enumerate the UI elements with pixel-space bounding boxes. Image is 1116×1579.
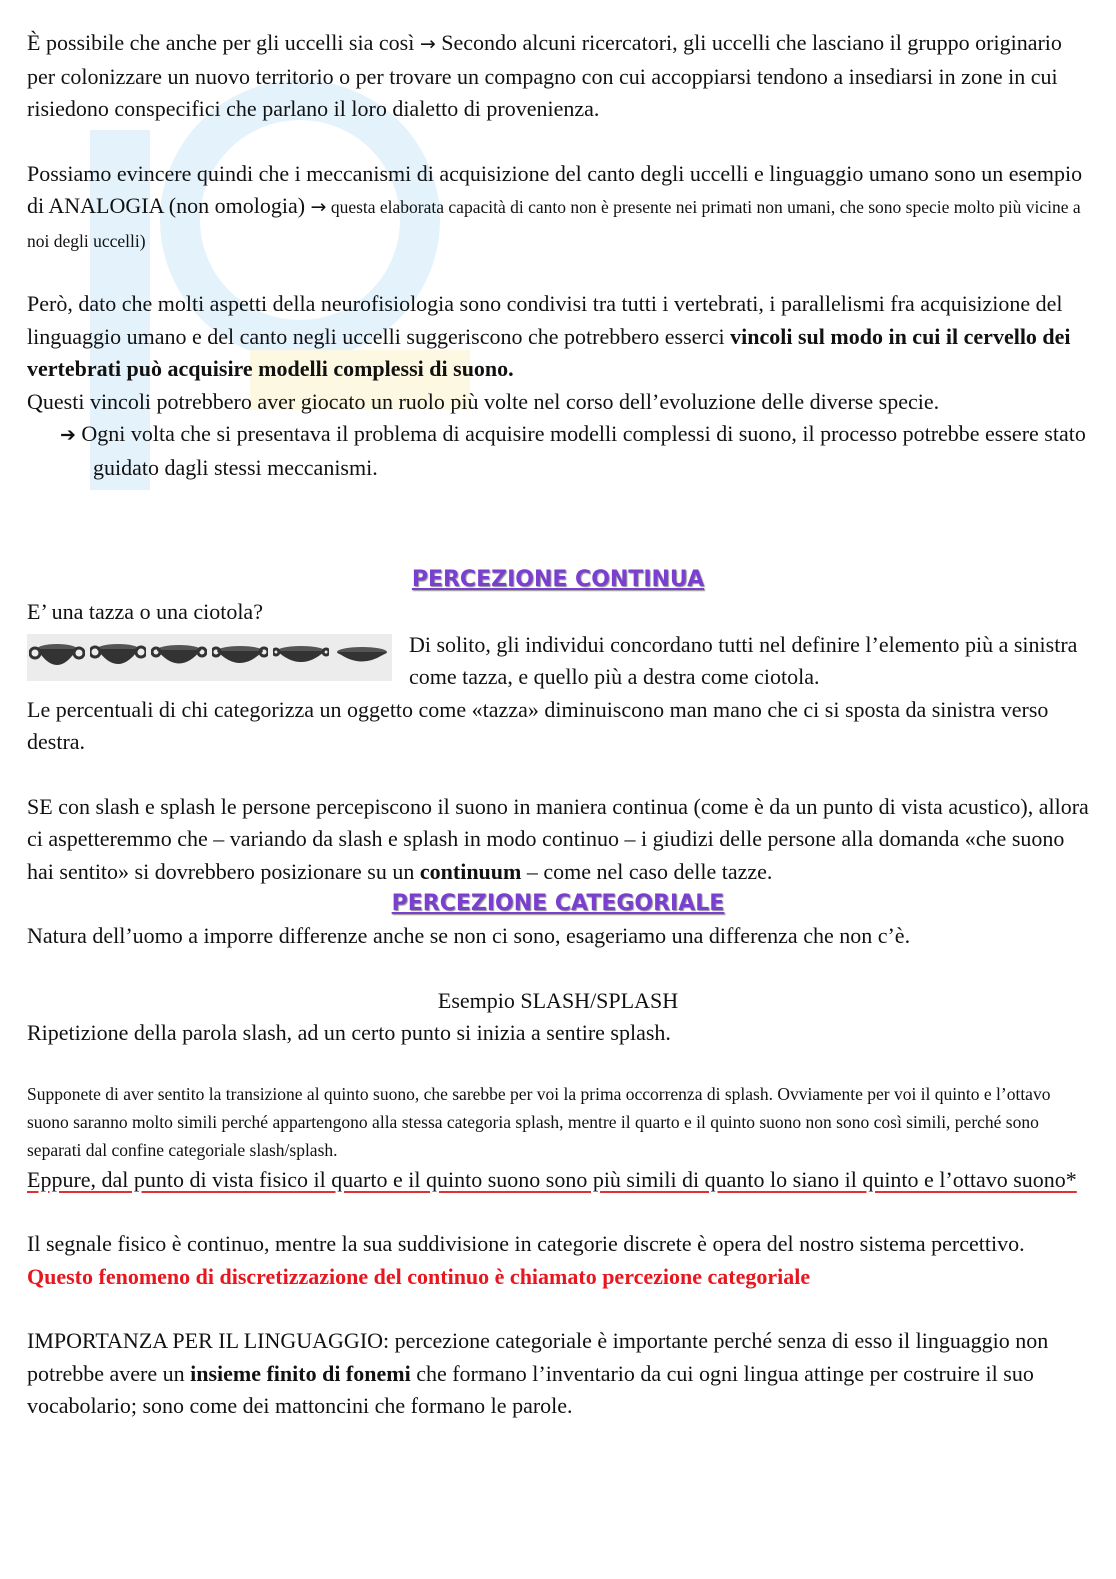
example-title: Esempio SLASH/SPLASH <box>437 987 679 1013</box>
paragraph-repetition: Ripetizione della parola slash, ad un certo punto si inizia a sentire splash. <box>27 1020 671 1045</box>
paragraph-human-nature: Natura dell’uomo a imporre differenze anche se non ci sono, esageriamo una differenza che non c’è. <box>27 923 911 948</box>
right-arrow-icon: ➔ <box>60 424 76 446</box>
cups-figure-row <box>27 629 1089 694</box>
cups-description: Di solito, gli individui concordano tutti nel definire l’elemento più a sinistra come tazza, e quello più a destra come ciotola. <box>409 631 1078 689</box>
paragraph-constraints: Però, dato che molti aspetti della neurofisiologia sono condivisi tra tutti i vertebrati, i parallelismi fra acquisizione del linguaggio umano e del canto negli uccelli suggeriscono che potrebbero esserci vincoli sul modo in cui il cervello dei vertebrati può acquisire modelli complessi di suono. Questi vincoli potrebbero aver giocato un ruolo più volte nel corso dell’evoluzione delle diverse specie. <box>27 291 1071 414</box>
paragraph-signal: Il segnale fisico è continuo, mentre la sua suddivisione in categorie discrete è opera del nostro sistema percettivo. Questo fenomeno di discretizzazione del continuo è chiamato percezione categoriale <box>27 1231 1025 1289</box>
question-text: E’ una tazza o una ciotola? <box>27 599 263 624</box>
bowl-icon <box>212 637 268 677</box>
document-page <box>27 27 1089 1423</box>
paragraph-physical: Eppure, dal punto di vista fisico il quarto e il quinto suono sono più simili di quanto lo siano il quinto e l’ottavo suono* <box>27 1166 1077 1192</box>
bowl-icon <box>273 637 329 677</box>
right-arrow-icon: → <box>310 196 327 218</box>
section-heading-continuous: PERCEZIONE CONTINUA <box>411 567 705 592</box>
paragraph-transition: Supponete di aver sentito la transizione al quinto suono, che sarebbe per voi la prima occorrenza di splash. Ovviamente per voi il quinto e l’ottavo suono saranno molto simili perché appartengono alla stessa categoria splash, mentre il quarto e il quinto suono non sono così simili, perché sono separati dal confine categoriale slash/splash. <box>27 1083 1051 1160</box>
cup-icon <box>90 637 146 677</box>
bowl-icon <box>334 637 390 677</box>
paragraph-percentages: Le percentuali di chi categorizza un oggetto come «tazza» diminuiscono man mano che ci si sposta da sinistra verso destra. <box>27 696 1049 754</box>
cup-icon <box>29 637 85 677</box>
section-heading-categorical: PERCEZIONE CATEGORIALE <box>391 891 725 916</box>
cup-icon <box>151 637 207 677</box>
right-arrow-icon: → <box>419 33 436 55</box>
cup-bowl-images <box>27 634 392 681</box>
paragraph-birds-dialect: È possibile che anche per gli uccelli sia così → Secondo alcuni ricercatori, gli uccelli che lasciano il gruppo originario per colonizzare un nuovo territorio o per trovare un compagno con cui accoppiarsi tendono a insediarsi in zone in cui risiedono conspecifici che parlano il loro dialetto di provenienza. <box>27 30 1062 121</box>
paragraph-analogy: Possiamo evincere quindi che i meccanismi di acquisizione del canto degli uccelli e linguaggio umano sono un esempio di ANALOGIA (non omologia) → questa elaborata capacità di canto non è presente nei primati non umani, che sono specie molto più vicine a noi degli uccelli) <box>27 160 1083 251</box>
bullet-item: ➔ Ogni volta che si presentava il problema di acquisire modelli complessi di suono, il processo potrebbe essere stato guidato dagli stessi meccanismi. <box>60 421 1086 480</box>
paragraph-importance: IMPORTANZA PER IL LINGUAGGIO: percezione categoriale è importante perché senza di esso il linguaggio non potrebbe avere un insieme finito di fonemi che formano l’inventario da cui ogni lingua attinge per costruire il suo vocabolario; sono come dei mattoncini che formano le parole. <box>27 1328 1049 1418</box>
paragraph-continuum: SE con slash e splash le persone percepiscono il suono in maniera continua (come è da un punto di vista acustico), allora ci aspetteremmo che – variando da slash e splash in modo continuo – i giudizi delle persone alla domanda «che suono hai sentito» si dovrebbero posizionare su un continuum – come nel caso delle tazze. <box>27 793 1089 884</box>
